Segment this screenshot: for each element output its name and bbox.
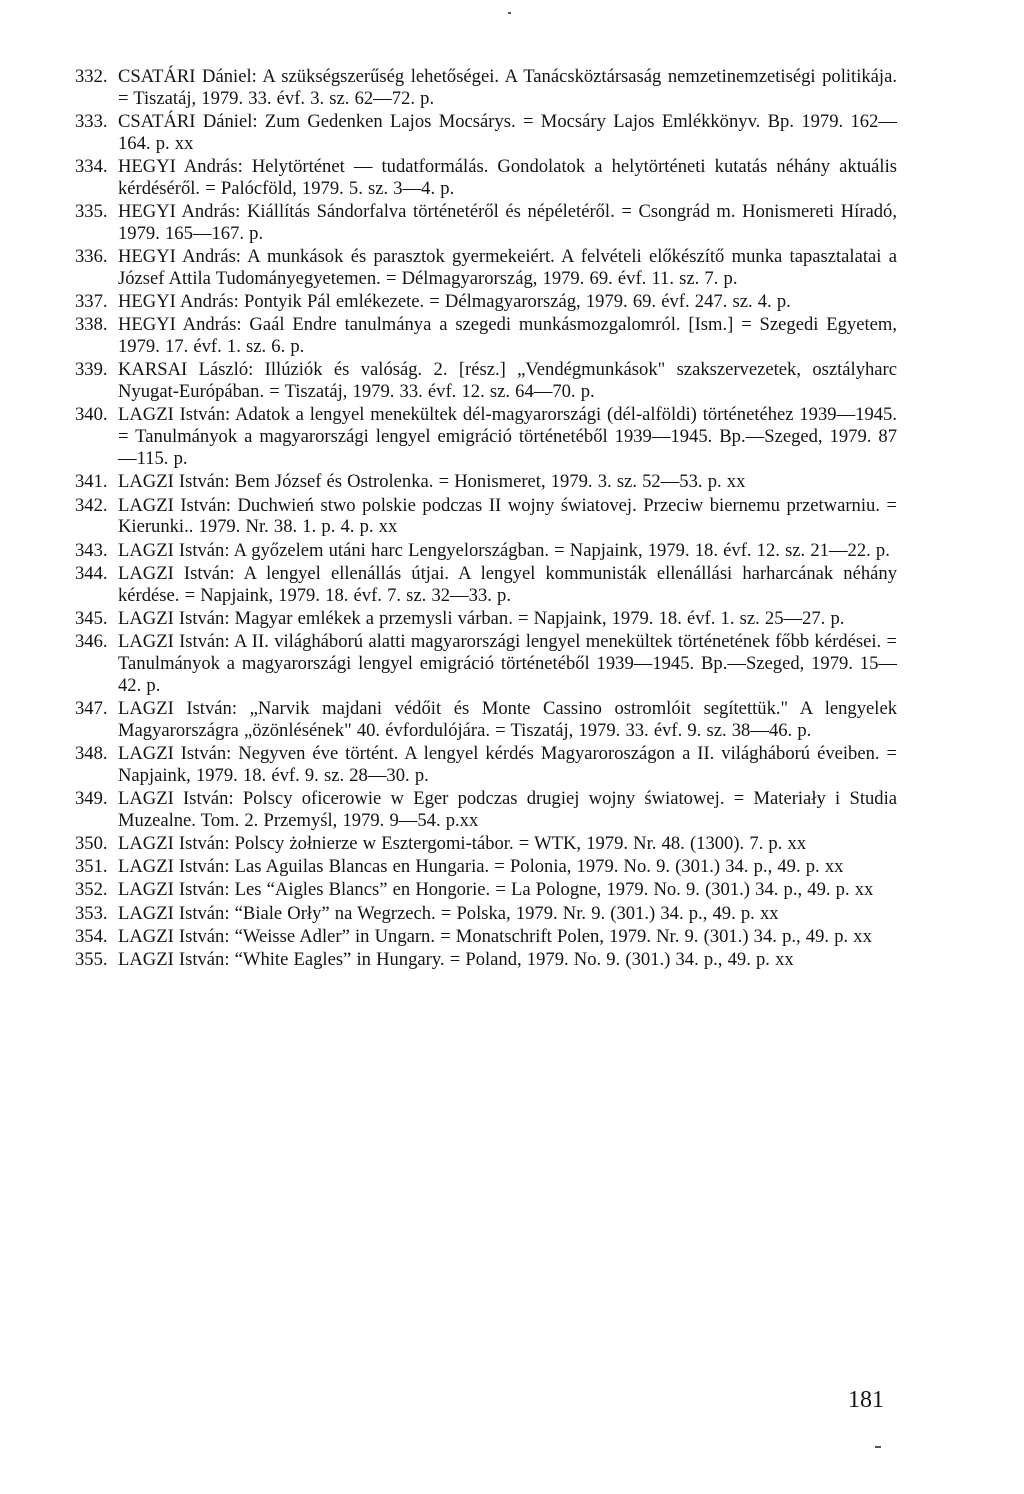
entry-text: LAGZI István: Magyar emlékek a przemysli várban. = Napjaink, 1979. 18. évf. 1. sz. 25—27. p. xyxy=(118,607,845,629)
entry-text: HEGYI András: Pontyik Pál emlékezete. = Délmagyarország, 1979. 69. évf. 247. sz. 4. p. xyxy=(118,291,791,313)
entry-text: LAGZI István: “White Eagles” in Hungary. = Poland, 1979. No. 9. (301.) 34. p., 49. p. xx xyxy=(118,949,794,971)
entry-text: HEGYI András: Kiállítás Sándorfalva történetéről és népéletéről. = Csongrád m. Honismereti Híradó, 1979. 165—167. p. xyxy=(118,201,897,244)
entry-text: LAGZI István: A II. világháború alatti magyarországi lengyel menekültek történetének főbb kérdései. = Tanulmányok a magyarországi lengyel emigráció történetéből 1939—1945. Bp.—Szeged, 1979. 15—42. p. xyxy=(118,631,897,696)
page-number: 181 xyxy=(848,1387,884,1413)
entry-number: 337. xyxy=(75,291,108,313)
bibliography-entry xyxy=(75,563,897,607)
bibliography-entry xyxy=(75,698,897,742)
entry-number: 334. xyxy=(75,156,108,178)
entry-text: LAGZI István: A győzelem utáni harc Lengyelországban. = Napjaink, 1979. 18. évf. 12. sz. 21—22. p. xyxy=(118,539,890,561)
entry-number: 350. xyxy=(75,832,108,854)
entry-number: 348. xyxy=(75,742,108,764)
bibliography-entry xyxy=(75,66,897,110)
entry-number: 341. xyxy=(75,471,108,493)
entry-number: 347. xyxy=(75,697,108,719)
bibliography-entry xyxy=(75,540,897,562)
entry-text: LAGZI István: A lengyel ellenállás útjai. A lengyel kommunisták ellenállási harharcának néhány kérdése. = Napjaink, 1979. 18. évf. 7. sz. 32—33. p. xyxy=(118,562,897,606)
bibliography-entry xyxy=(75,471,897,493)
entry-number: 343. xyxy=(75,539,108,561)
entry-text: KARSAI László: Illúziók és valóság. 2. [rész.] „Vendégmunkások" szakszervezetek, osztályharc Nyugat-Európában. = Tiszatáj, 1979. 33. évf. 12. sz. 64—70. p. xyxy=(118,359,897,403)
entry-number: 338. xyxy=(75,314,108,336)
entry-number: 353. xyxy=(75,902,108,924)
entry-text: HEGYI András: Helytörténet — tudatformálás. Gondolatok a helytörténeti kutatás néhány aktuális kérdéséről. = Palócföld, 1979. 5. sz. 3—4. p. xyxy=(118,156,897,199)
bibliography-entry xyxy=(75,359,897,403)
entry-text: LAGZI István: Polscy oficerowie w Eger podczas drugiej wojny światowej. = Materiały i Studia Muzealne. Tom. 2. Przemyśl, 1979. 9—54. p.xx xyxy=(118,787,897,831)
entry-number: 354. xyxy=(75,925,108,947)
bibliography-entry xyxy=(75,111,897,155)
entry-text: LAGZI István: Negyven éve történt. A lengyel kérdés Magyaroroszágon a II. világháború éveiben. = Napjaink, 1979. 18. évf. 9. sz. 28—30. p. xyxy=(118,742,897,786)
bibliography-entry xyxy=(75,495,897,539)
entry-number: 346. xyxy=(75,631,108,653)
bibliography-entry xyxy=(75,833,897,855)
entry-number: 344. xyxy=(75,562,108,584)
bibliography-entry xyxy=(75,404,897,469)
entry-number: 333. xyxy=(75,111,108,133)
entry-number: 340. xyxy=(75,404,108,426)
entry-number: 342. xyxy=(75,494,108,516)
bibliography-entry xyxy=(75,201,897,245)
entry-number: 332. xyxy=(75,66,108,87)
entry-text: LAGZI István: Adatok a lengyel menekültek dél-magyarországi (dél-alföldi) történetéhez 1939—1945. = Tanulmányok a magyarországi lengyel emigráció történetéből 1939—1945. Bp.—Szeged, 1979. 87—115. p. xyxy=(118,404,897,470)
entry-text: HEGYI András: Gaál Endre tanulmánya a szegedi munkásmozgalomról. [Ism.] = Szegedi Egyetem, 1979. 17. évf. 1. sz. 6. p. xyxy=(118,314,897,358)
bibliography-entry xyxy=(75,879,897,901)
entry-number: 355. xyxy=(75,949,108,971)
scan-speck xyxy=(875,1446,881,1448)
bibliography-entry xyxy=(75,314,897,358)
bibliography-entry xyxy=(75,291,897,313)
bibliography-entry xyxy=(75,926,897,948)
bibliography-entry xyxy=(75,856,897,878)
entry-text: HEGYI András: A munkások és parasztok gyermekeiért. A felvételi előkészítő munka tapasztalatai a József Attila Tudományegyetemen. = Délmagyarország, 1979. 69. évf. 11. sz. 7. p. xyxy=(118,246,897,289)
entry-text: LAGZI István: Las Aguilas Blancas en Hungaria. = Polonia, 1979. No. 9. (301.) 34. p., 49. p. xx xyxy=(118,856,844,878)
bibliography-entry xyxy=(75,743,897,787)
entry-number: 351. xyxy=(75,856,108,878)
entry-text: LAGZI István: Duchwień stwo polskie podczas II wojny światovej. Przeciw biernemu przetwarniu. = Kierunki.. 1979. Nr. 38. 1. p. 4. p. xx xyxy=(118,494,897,538)
bibliography-entry xyxy=(75,903,897,925)
entry-number: 345. xyxy=(75,607,108,629)
scan-speck xyxy=(508,12,511,14)
entry-number: 336. xyxy=(75,246,108,268)
bibliography-entry xyxy=(75,246,897,290)
entry-text: LAGZI István: Les “Aigles Blancs” en Hongorie. = La Pologne, 1979. No. 9. (301.) 34. p., 49. p. xx xyxy=(118,879,874,901)
entry-text: LAGZI István: “Weisse Adler” in Ungarn. = Monatschrift Polen, 1979. Nr. 9. (301.) 34. p., 49. p. xx xyxy=(118,925,872,947)
entry-text: CSATÁRI Dániel: Zum Gedenken Lajos Mocsárys. = Mocsáry Lajos Emlékkönyv. Bp. 1979. 162—164. p. xx xyxy=(118,111,897,154)
entry-text: CSATÁRI Dániel: A szükségszerűség lehetőségei. A Tanácsköztársaság nemzetinemzetiségi politikája. = Tiszatáj, 1979. 33. évf. 3. sz. 62—72. p. xyxy=(118,66,897,109)
entry-number: 335. xyxy=(75,201,108,223)
entry-text: LAGZI István: Polscy żołnierze w Esztergomi-tábor. = WTK, 1979. Nr. 48. (1300). 7. p. xx xyxy=(118,832,807,854)
bibliography-list xyxy=(75,66,897,972)
entry-text: LAGZI István: Bem József és Ostrolenka. = Honismeret, 1979. 3. sz. 52—53. p. xx xyxy=(118,471,746,493)
entry-number: 349. xyxy=(75,787,108,809)
bibliography-entry xyxy=(75,156,897,200)
entry-text: LAGZI István: „Narvik majdani védőit és Monte Cassino ostromlóit segítettük." A lengyelek Magyarországra „özönlésének" 40. évfordulójára. = Tiszatáj, 1979. 33. évf. 9. sz. 38—46. p. xyxy=(118,697,897,741)
entry-number: 339. xyxy=(75,359,108,381)
bibliography-entry xyxy=(75,631,897,696)
bibliography-entry xyxy=(75,788,897,832)
entry-number: 352. xyxy=(75,879,108,901)
bibliography-entry xyxy=(75,949,897,971)
bibliography-entry xyxy=(75,608,897,630)
entry-text: LAGZI István: “Biale Orły” na Wegrzech. = Polska, 1979. Nr. 9. (301.) 34. p., 49. p. xx xyxy=(118,902,779,924)
